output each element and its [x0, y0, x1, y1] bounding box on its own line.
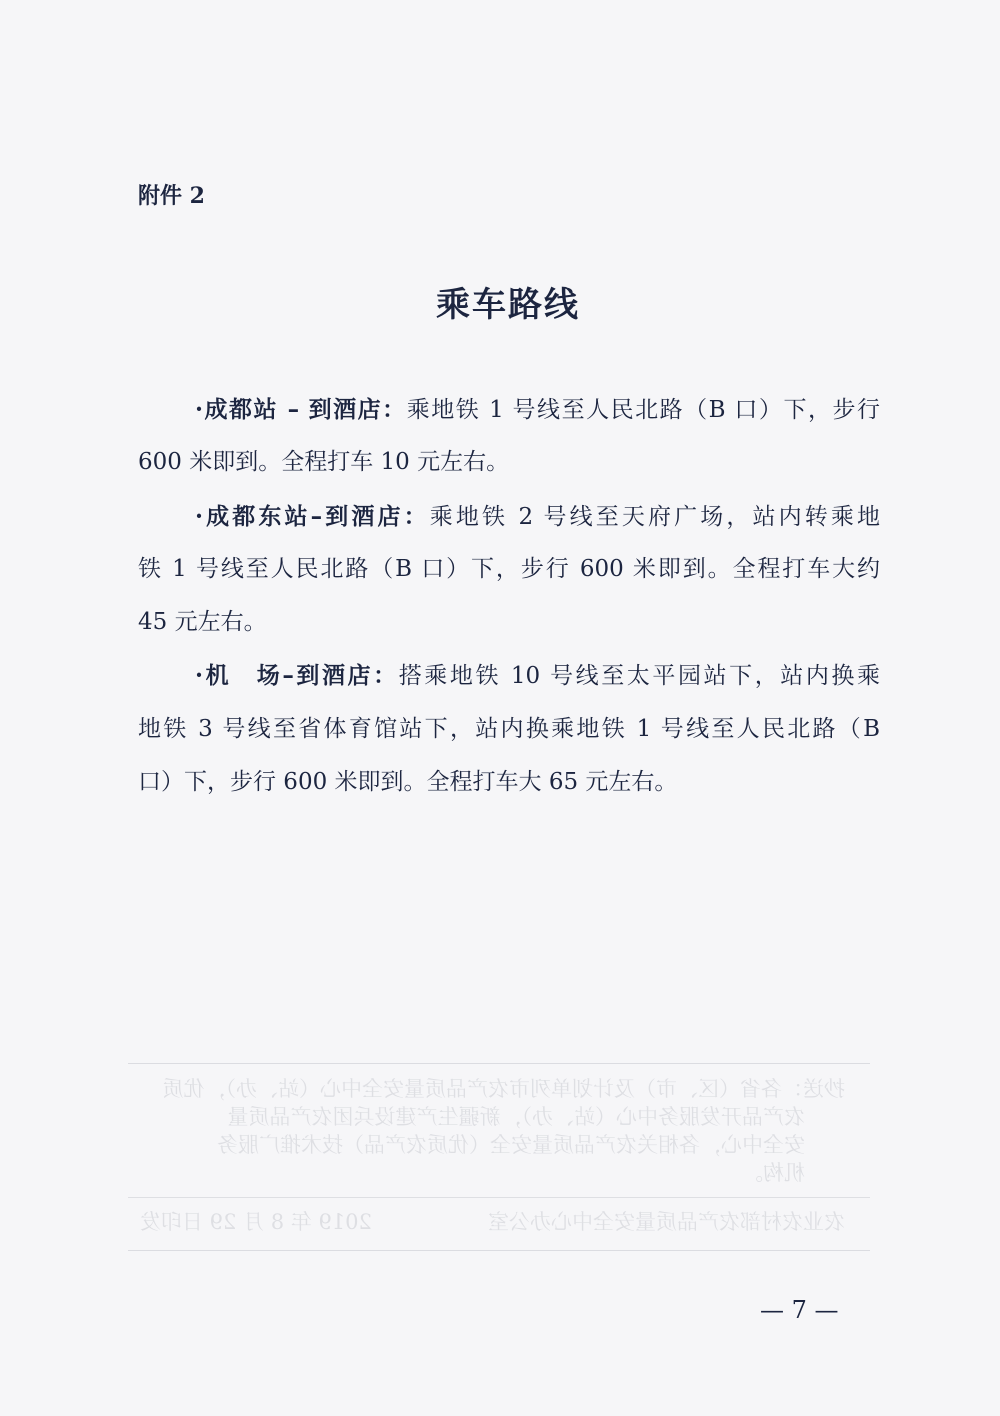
route-chengdu-east-station — [138, 490, 880, 650]
route-label: ·机 场–到酒店： — [195, 662, 399, 690]
attachment-label: 附件 2 — [138, 183, 205, 209]
route-label: ·成都站 – 到酒店： — [195, 396, 407, 423]
show-through-line: 安全中心，各相关农产品质量安全（优质农产品）技术推广服务 — [217, 1133, 805, 1157]
route-text: 搭乘地铁 10 号线至太平园站下，站内换乘 — [398, 663, 880, 690]
route-first-line — [195, 649, 880, 702]
show-through-footer — [140, 1208, 870, 1236]
show-through-line: 抄送：各省（区、市）及计划单列市农产品质量安全中心（站、办），优质 — [162, 1077, 845, 1101]
route-text-line: 铁 1 号线至人民北路（B 口）下，步行 600 米即到。全程打车大约 — [138, 555, 880, 582]
route-first-line — [195, 383, 880, 436]
route-text-line: 45 元左右。 — [138, 609, 267, 636]
show-through-line: 机构。 — [742, 1161, 805, 1185]
show-through-date: 2019 年 8 月 29 日印发 — [140, 1210, 372, 1234]
route-text-line: 地铁 3 号线至省体育馆站下，站内换乘地铁 1 号线至人民北路（B — [138, 715, 880, 742]
route-chengdu-station — [138, 383, 880, 490]
page-title: 乘车路线 — [436, 285, 580, 325]
route-text-line: 600 米即到。全程打车 10 元左右。 — [138, 449, 510, 476]
route-airport — [138, 649, 880, 809]
route-first-line — [195, 490, 880, 543]
route-text: 乘地铁 1 号线至人民北路（B 口）下，步行 — [406, 397, 880, 423]
route-text-line: 口）下，步行 600 米即到。全程打车大 65 元左右。 — [138, 769, 678, 796]
show-through-content — [128, 1064, 870, 1236]
show-through-cc-list — [140, 1064, 870, 1187]
show-through-line: 农产品开发服务中心（站、办），新疆生产建设兵团农产品质量 — [227, 1105, 805, 1129]
route-label: ·成都东站–到酒店： — [195, 502, 430, 530]
show-through-office: 农业农村部农产品质量安全中心办公室 — [488, 1210, 845, 1234]
route-list — [138, 383, 880, 809]
route-text: 乘地铁 2 号线至天府广场，站内转乘地 — [429, 503, 880, 530]
show-through-divider — [128, 1197, 870, 1198]
reverse-side-show-through — [128, 1063, 870, 1251]
page-number: — 7 — — [760, 1296, 839, 1324]
